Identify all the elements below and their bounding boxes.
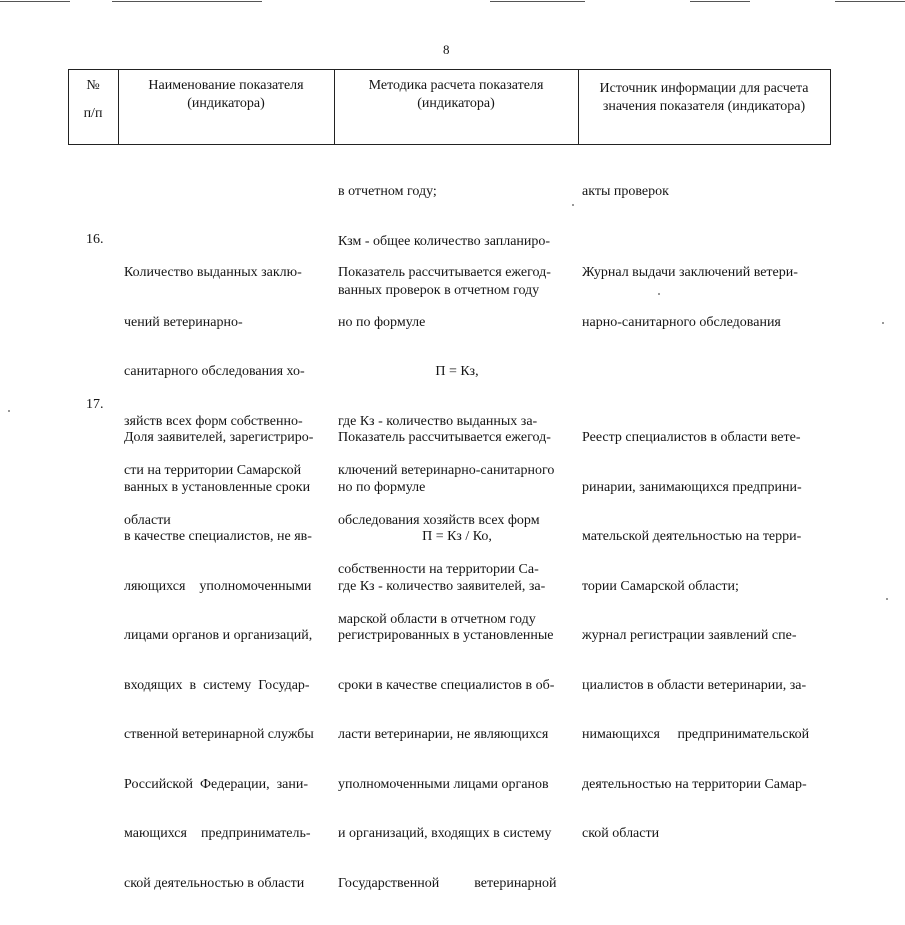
scan-speck <box>8 410 10 412</box>
continuation-method: в отчетном году; Кзм - общее количество запланиро- ванных проверок в отчетном году <box>338 184 551 298</box>
header-calculation-method: Методика расчета показателя (индикатора) <box>368 78 544 111</box>
scan-speck <box>882 322 884 324</box>
scan-edge-line <box>490 1 585 2</box>
scan-edge-line <box>0 1 70 2</box>
header-number: № п/п <box>83 78 103 121</box>
scan-speck <box>658 293 660 295</box>
row-number: 16. <box>86 232 104 247</box>
information-source: Реестр специалистов в области вете- ринарии, занимающихся предприни- мательской деятельностью на терри- тории Самарской области; журнал регистрации заявлений спе- циалистов в области ветеринарии, за- нимающихся предпринимательской деятельностью на территории Самар- ской области <box>582 430 810 841</box>
page-number: 8 <box>443 42 450 57</box>
information-source: Журнал выдачи заключений ветери- нарно-санитарного обследования <box>582 265 798 330</box>
calculation-method: Показатель рассчитывается ежегод- но по формуле П = Кз / Ко, где Кз - количество заявителей, за- регистрированных в установленные сроки в качестве специалистов в об- ласти ветеринарии, не являющихся уполномоченными лицами органов и организаций, входящих в систему Государственной ветеринарной <box>338 397 576 925</box>
formula: П = Кз, <box>435 364 479 379</box>
formula: П = Кз / Ко, <box>422 529 492 544</box>
scan-edge-line <box>835 1 905 2</box>
row-number: 17. <box>86 397 104 412</box>
scan-speck <box>572 204 574 206</box>
continuation-source: акты проверок <box>582 184 669 199</box>
indicator-name: Количество выданных заклю- чений ветеринарно- санитарного обследования хо- зяйств всех форм собственно- сти на территории Самарской области <box>124 265 305 528</box>
scan-speck <box>886 598 888 600</box>
scan-edge-line <box>690 1 750 2</box>
calculation-method: Показатель рассчитывается ежегод- но по формуле П = Кз, где Кз - количество выданных за- ключений ветеринарно-санитарного обследования хозяйств всех форм собственности на территории Са- марской области в отчетном году <box>338 232 576 661</box>
indicator-name: Доля заявителей, зарегистриро- ванных в установленные сроки в качестве специалистов, не яв- ляющихся уполномоченными лицами органов и организаций, входящих в систему Государ- ственной ветеринарной службы Российской Федерации, зани- мающихся предприниматель- ской деятельностью в области <box>124 430 314 891</box>
header-information-source: Источник информации для расчета значения показателя (индикатора) <box>599 81 809 114</box>
header-indicator-name: Наименование показателя (индикатора) <box>148 78 304 111</box>
scan-edge-line <box>112 1 262 2</box>
